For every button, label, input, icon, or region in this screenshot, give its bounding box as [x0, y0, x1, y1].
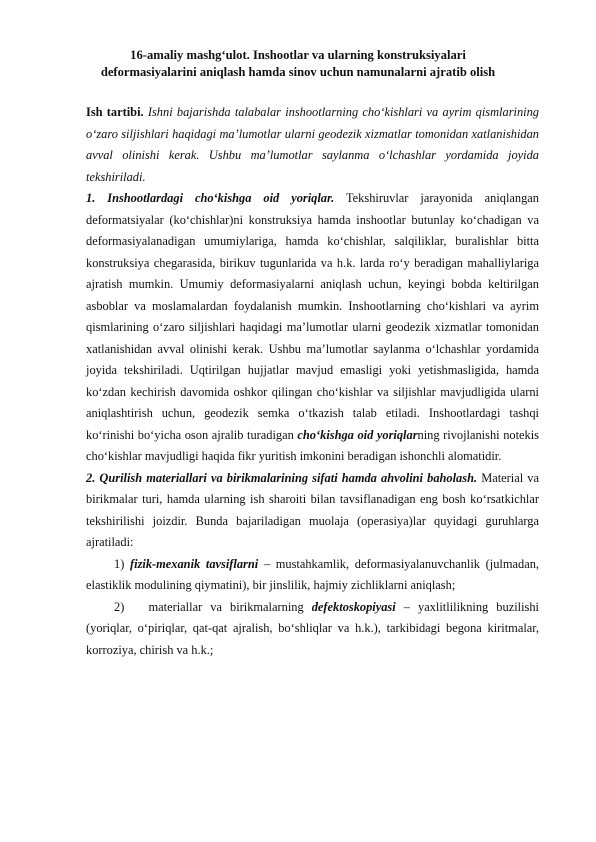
list-item-2-text: – yaxlitlilikning buzilishi (yoriqlar, o‘piriqlar, qat-qat ajralish, bo‘shliqlar va h.k.), tarkibidagi begona kiritmalar, korroziya, chirish va h.k.;	[86, 599, 539, 657]
section2-paragraph	[86, 468, 539, 554]
page-title-line1: 16-amaliy mashg‘ulot. Inshootlar va ularning konstruksiyalari	[130, 48, 466, 62]
list-item-1-text: – mustahkamlik, deformasiyalanuvchanlik (julmadan, elastiklik modulining qiymatini), bir jinslilik, hajmiy zichliklarni aniqlash;	[86, 556, 539, 592]
list-item-1-number: 1)	[114, 556, 130, 571]
intro-text: Ishni bajarishda talabalar inshootlarning cho‘kishlari va ayrim qismlarining o‘zaro siljishlari haqidagi ma’lumotlar ularni geodezik xizmatlar tomonidan xatlanishidan avval olinishi kerak. Ushbu ma’lumotlar saylanma o‘lchashlar yordamida joyida tekshiriladi.	[86, 105, 539, 184]
list-item-2-term: defektoskopiyasi	[311, 599, 396, 614]
section1-heading: 1. Inshootlardagi cho‘kishga oid yoriqlar.	[86, 191, 335, 205]
section1-text-b: ning rivojlanishi notekis cho‘kishlar mavjudligi haqida fikr yuritish imkonini beradigan ishonchli alomatidir.	[86, 427, 539, 463]
section2-heading: 2. Qurilish materiallari va birikmalarining sifati hamda ahvolini baholash.	[86, 470, 478, 485]
page-title-line2: deformasiyalarini aniqlash hamda sinov uchun namunalarni ajratib olish	[100, 65, 496, 79]
section1-paragraph	[86, 188, 539, 468]
list-item-2-number: 2)	[114, 599, 149, 614]
list-item-2-pre: materiallar va birikmalarning	[148, 599, 312, 614]
intro-paragraph	[86, 102, 539, 188]
list-item-2	[86, 597, 539, 662]
list-item-1	[86, 554, 539, 597]
section1-emphasis: cho‘kishga oid yoriqlar	[297, 427, 418, 442]
intro-label: Ish tartibi.	[86, 105, 144, 119]
list-item-1-term: fizik-mexanik tavsiflarni	[130, 556, 259, 571]
section2-text: Material va birikmalar turi, hamda ularning ish sharoiti bilan tavsiflanadigan eng bosh ko‘rsatkichlar tekshirilishi joizdir. Bunda bajariladigan muolaja (operasiya)lar quyidagi guruhlarga ajratiladi:	[86, 470, 539, 549]
section1-text-a: Tekshiruvlar jarayonida aniqlangan deformatsiyalar (ko‘chishlar)ni konstruksiya hamda inshootlar butunlay ko‘chadigan va deformasiyalanadigan umumiylariga, hamda ko‘chishlar, salqiliklar, buralishlar bitta konstruksiya chegarasida, birikuv tugunlarida va h.k. larda ro‘y beradigan mahalliylariga ajratish mumkin. Umumiy deformasiyalarni aniqlash uchun, keyingi bobda keltirilgan asboblar va moslamalardan foydalanish mumkin. Inshootlarning cho‘kishlari va ayrim qismlarining o‘zaro siljishlari haqidagi ma’lumotlar ularni geodezik xizmatlar tomonidan xatlanishidan avval olinishi kerak. Ushbu ma’lumotlar saylanma o‘lchashlar yordamida joyida tekshiriladi. Uqtirilgan hujjatlar mavjud emasligi yoki yetishmasligida, hamda ko‘zdan kechirish davomida oshkor qilingan cho‘kishlar va siljishlar mavjudligida ularni aniqlashtirish uchun, geodezik semka o‘tkazish talab etiladi. Inshootlardagi tashqi ko‘rinishi bo‘yicha oson ajralib turadigan	[86, 191, 540, 442]
document-body	[86, 102, 539, 661]
